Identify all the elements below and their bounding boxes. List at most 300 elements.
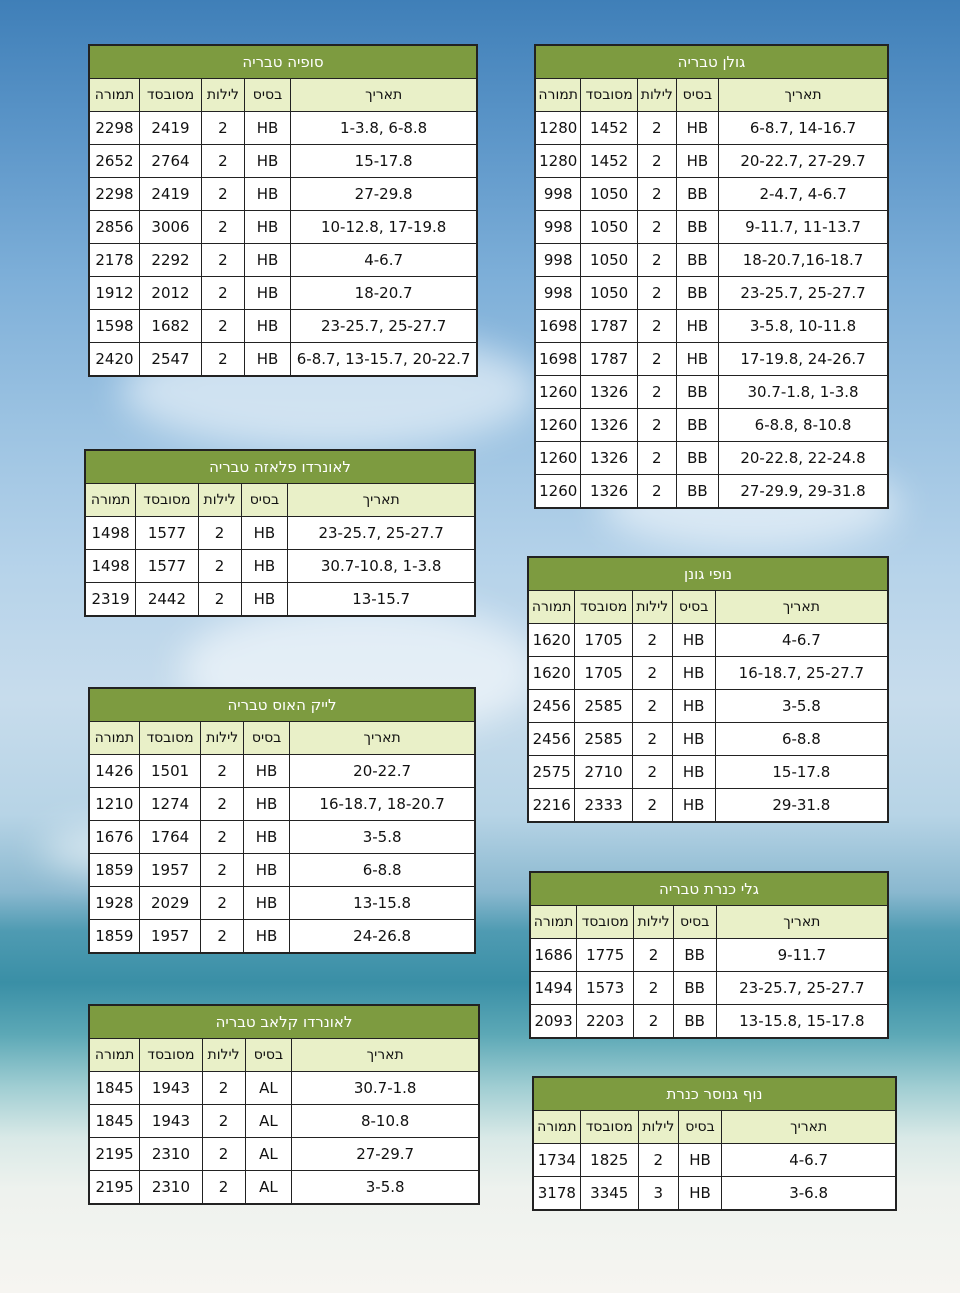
table-row — [528, 657, 888, 690]
cell-subsidized: 1682 — [139, 310, 201, 343]
header-nights: לילות — [202, 79, 245, 112]
header-board: בסיס — [672, 591, 715, 624]
cell-date: 13-15.8 — [290, 887, 475, 920]
cell-date: 29-31.8 ,27-29.9 — [719, 475, 888, 509]
header-subsidized: מסובסד — [136, 484, 198, 517]
cell-price: 1210 — [89, 788, 139, 821]
cell-subsidized: 1326 — [581, 442, 637, 475]
table-row — [89, 112, 477, 145]
table-row — [85, 550, 475, 583]
table-row — [535, 244, 888, 277]
table-row — [85, 517, 475, 550]
cell-price: 1698 — [535, 310, 581, 343]
cell-price: 2856 — [89, 211, 139, 244]
cell-board: BB — [673, 1005, 716, 1039]
header-price: תמורה — [535, 79, 581, 112]
header-board: בסיס — [244, 79, 291, 112]
cell-price: 1498 — [85, 550, 136, 583]
cell-date: 1-3.8 ,30.7-10.8 — [288, 550, 475, 583]
cell-date: 8-10.8 — [292, 1105, 479, 1138]
cell-subsidized: 2292 — [139, 244, 201, 277]
table-golan — [534, 44, 889, 509]
table-row — [89, 343, 477, 377]
table-row — [89, 887, 475, 920]
cell-board: HB — [243, 854, 289, 887]
cell-price: 2195 — [89, 1138, 140, 1171]
table-row — [85, 583, 475, 617]
cell-date: 6-8.8 — [290, 854, 475, 887]
cell-price: 2093 — [530, 1005, 577, 1039]
cell-board: HB — [672, 657, 715, 690]
cell-board: HB — [678, 1177, 722, 1211]
table-title: גלי כנרת טבריה — [530, 872, 888, 906]
table-row — [89, 854, 475, 887]
header-price: תמורה — [85, 484, 136, 517]
cell-date: 14-16.7 ,6-8.7 — [719, 112, 888, 145]
table-row — [89, 788, 475, 821]
cell-subsidized: 1501 — [139, 755, 201, 788]
table-row — [528, 624, 888, 657]
cell-nights: 2 — [632, 756, 672, 789]
header-nights: לילות — [201, 722, 243, 755]
header-subsidized: מסובסד — [139, 722, 201, 755]
cell-subsidized: 3006 — [139, 211, 201, 244]
cell-subsidized: 2764 — [139, 145, 201, 178]
table-lake-house — [88, 687, 476, 954]
cell-price: 2652 — [89, 145, 139, 178]
cell-board: BB — [676, 178, 718, 211]
cell-nights: 2 — [201, 854, 243, 887]
cell-board: HB — [243, 821, 289, 854]
table-title: לאונרדו פלאזה טבריה — [85, 450, 475, 484]
table-nofei-gonen — [527, 556, 889, 823]
header-nights: לילות — [638, 1111, 678, 1144]
cell-board: HB — [241, 550, 288, 583]
cell-subsidized: 1452 — [581, 145, 637, 178]
cell-nights: 2 — [202, 343, 245, 377]
cell-board: BB — [676, 409, 718, 442]
cell-date: 3-5.8 — [292, 1171, 479, 1205]
cell-subsidized: 2419 — [139, 112, 201, 145]
table-row — [533, 1177, 896, 1211]
table-title: לאונרדו קלאב טבריה — [89, 1005, 479, 1039]
header-subsidized: מסובסד — [140, 1039, 202, 1072]
cell-date: 25-27.7 ,23-25.7 — [719, 277, 888, 310]
cell-nights: 2 — [632, 789, 672, 823]
cell-board: HB — [244, 244, 291, 277]
cell-subsidized: 1957 — [139, 854, 201, 887]
cell-price: 1845 — [89, 1105, 140, 1138]
cell-nights: 2 — [632, 624, 672, 657]
cell-price: 1280 — [535, 112, 581, 145]
cell-nights: 3 — [638, 1177, 678, 1211]
cell-board: BB — [676, 442, 718, 475]
table-nof-ginosar — [532, 1076, 897, 1211]
cell-price: 998 — [535, 277, 581, 310]
cell-date: 15-17.8 — [715, 756, 888, 789]
header-price: תמורה — [530, 906, 577, 939]
header-nights: לילות — [198, 484, 241, 517]
cell-board: HB — [672, 624, 715, 657]
header-nights: לילות — [202, 1039, 245, 1072]
cell-date: 6-8.8 ,1-3.8 — [291, 112, 477, 145]
cell-price: 998 — [535, 244, 581, 277]
cell-date: 3-5.8 — [290, 821, 475, 854]
cell-price: 998 — [535, 178, 581, 211]
cell-board: AL — [245, 1171, 292, 1205]
cell-nights: 2 — [202, 310, 245, 343]
cell-date: 3-5.8 — [715, 690, 888, 723]
header-board: בסיס — [241, 484, 288, 517]
header-price: תמורה — [89, 79, 139, 112]
table-row — [89, 277, 477, 310]
cell-price: 1620 — [528, 657, 575, 690]
table-row — [535, 442, 888, 475]
header-price: תמורה — [528, 591, 575, 624]
cell-board: HB — [672, 723, 715, 756]
cell-subsidized: 1326 — [581, 475, 637, 509]
header-date: תאריך — [715, 591, 888, 624]
table-row — [89, 244, 477, 277]
cell-nights: 2 — [632, 723, 672, 756]
cell-date: 10-11.8 ,3-5.8 — [719, 310, 888, 343]
cell-board: HB — [244, 178, 291, 211]
table-row — [535, 112, 888, 145]
cell-board: BB — [673, 939, 716, 972]
cell-date: 20-22.7 ,13-15.7 ,6-8.7 — [291, 343, 477, 377]
cell-subsidized: 2333 — [575, 789, 633, 823]
cell-subsidized: 2419 — [139, 178, 201, 211]
cell-date: 18-20.7,16-18.7 — [719, 244, 888, 277]
cell-price: 1845 — [89, 1072, 140, 1105]
cell-board: HB — [241, 517, 288, 550]
cell-date: 4-6.7 — [715, 624, 888, 657]
table-row — [89, 821, 475, 854]
cell-price: 1676 — [89, 821, 139, 854]
cell-board: HB — [244, 343, 291, 377]
cell-nights: 2 — [202, 1171, 245, 1205]
cell-board: HB — [241, 583, 288, 617]
cell-subsidized: 3345 — [580, 1177, 638, 1211]
cell-board: HB — [676, 310, 718, 343]
cell-price: 2195 — [89, 1171, 140, 1205]
table-row — [535, 145, 888, 178]
cell-subsidized: 1943 — [140, 1105, 202, 1138]
cell-subsidized: 2442 — [136, 583, 198, 617]
cell-nights: 2 — [634, 972, 673, 1005]
cell-nights: 2 — [198, 583, 241, 617]
cell-price: 1912 — [89, 277, 139, 310]
cell-board: BB — [676, 277, 718, 310]
cell-nights: 2 — [637, 475, 676, 509]
table-row — [535, 343, 888, 376]
cell-subsidized: 1050 — [581, 178, 637, 211]
header-price: תמורה — [89, 722, 139, 755]
cell-board: HB — [243, 887, 289, 920]
cell-subsidized: 1326 — [581, 409, 637, 442]
cell-nights: 2 — [637, 145, 676, 178]
cell-price: 2456 — [528, 690, 575, 723]
cell-date: 20-22.7 — [290, 755, 475, 788]
cell-nights: 2 — [202, 1105, 245, 1138]
header-subsidized: מסובסד — [581, 79, 637, 112]
cell-nights: 2 — [638, 1144, 678, 1177]
cell-nights: 2 — [202, 211, 245, 244]
cell-board: BB — [676, 376, 718, 409]
cell-date: 17-19.8 ,10-12.8 — [291, 211, 477, 244]
cell-subsidized: 1050 — [581, 277, 637, 310]
header-date: תאריך — [290, 722, 475, 755]
table-galei-kinneret — [529, 871, 889, 1039]
table-row — [89, 920, 475, 954]
cell-price: 1280 — [535, 145, 581, 178]
cell-board: BB — [676, 211, 718, 244]
header-price: תמורה — [533, 1111, 580, 1144]
cell-date: 6-8.8 — [715, 723, 888, 756]
cell-date: 29-31.8 — [715, 789, 888, 823]
cell-nights: 2 — [202, 112, 245, 145]
cell-subsidized: 1775 — [577, 939, 634, 972]
cell-price: 1260 — [535, 409, 581, 442]
cell-board: HB — [243, 755, 289, 788]
cell-board: HB — [244, 145, 291, 178]
cell-nights: 2 — [632, 690, 672, 723]
cell-board: BB — [673, 972, 716, 1005]
cell-price: 1734 — [533, 1144, 580, 1177]
cell-price: 1494 — [530, 972, 577, 1005]
cell-subsidized: 1577 — [136, 550, 198, 583]
cell-date: 30.7-1.8 — [292, 1072, 479, 1105]
table-row — [530, 1005, 888, 1039]
cell-date: 27-29.7 — [292, 1138, 479, 1171]
cell-price: 2178 — [89, 244, 139, 277]
cell-price: 1260 — [535, 442, 581, 475]
table-row — [533, 1144, 896, 1177]
table-row — [535, 277, 888, 310]
header-date: תאריך — [722, 1111, 896, 1144]
header-subsidized: מסובסד — [139, 79, 201, 112]
cell-nights: 2 — [634, 939, 673, 972]
cell-nights: 2 — [637, 310, 676, 343]
cell-subsidized: 1943 — [140, 1072, 202, 1105]
table-title: לייק האוס טבריה — [89, 688, 475, 722]
table-row — [89, 1072, 479, 1105]
cell-date: 25-27.7 ,23-25.7 — [288, 517, 475, 550]
header-date: תאריך — [292, 1039, 479, 1072]
cell-date: 25-27.7 ,23-25.7 — [291, 310, 477, 343]
cell-board: HB — [672, 690, 715, 723]
table-row — [89, 1105, 479, 1138]
table-row — [530, 972, 888, 1005]
table-row — [528, 756, 888, 789]
cell-nights: 2 — [198, 550, 241, 583]
cell-subsidized: 1787 — [581, 343, 637, 376]
table-title: נופי גונן — [528, 557, 888, 591]
table-row — [89, 145, 477, 178]
header-nights: לילות — [637, 79, 676, 112]
cell-date: 27-29.8 — [291, 178, 477, 211]
header-nights: לילות — [634, 906, 673, 939]
cell-price: 2575 — [528, 756, 575, 789]
cell-subsidized: 1452 — [581, 112, 637, 145]
cell-price: 3178 — [533, 1177, 580, 1211]
table-sofia — [88, 44, 478, 377]
cell-date: 18-20.7 — [291, 277, 477, 310]
cell-price: 2420 — [89, 343, 139, 377]
cell-price: 2216 — [528, 789, 575, 823]
table-row — [89, 211, 477, 244]
header-price: תמורה — [89, 1039, 140, 1072]
table-row — [89, 310, 477, 343]
cell-date: 11-13.7 ,9-11.7 — [719, 211, 888, 244]
cell-subsidized: 2203 — [577, 1005, 634, 1039]
cell-price: 1260 — [535, 376, 581, 409]
header-date: תאריך — [719, 79, 888, 112]
cell-subsidized: 1274 — [139, 788, 201, 821]
cell-subsidized: 2710 — [575, 756, 633, 789]
cell-nights: 2 — [637, 244, 676, 277]
cell-nights: 2 — [637, 178, 676, 211]
cell-nights: 2 — [202, 1138, 245, 1171]
cell-subsidized: 1577 — [136, 517, 198, 550]
cell-price: 1698 — [535, 343, 581, 376]
header-board: בסיס — [243, 722, 289, 755]
table-leonardo-plaza — [84, 449, 476, 617]
cell-board: HB — [243, 920, 289, 954]
cell-subsidized: 1957 — [139, 920, 201, 954]
cell-nights: 2 — [637, 343, 676, 376]
cell-board: AL — [245, 1138, 292, 1171]
cell-price: 2298 — [89, 112, 139, 145]
cell-nights: 2 — [201, 920, 243, 954]
cell-date: 4-6.7 ,2-4.7 — [719, 178, 888, 211]
cell-date: 8-10.8 ,6-8.8 — [719, 409, 888, 442]
cell-subsidized: 1573 — [577, 972, 634, 1005]
cell-board: HB — [676, 145, 718, 178]
cell-price: 1686 — [530, 939, 577, 972]
cell-date: 4-6.7 — [722, 1144, 896, 1177]
cell-nights: 2 — [202, 145, 245, 178]
cell-nights: 2 — [201, 821, 243, 854]
cell-nights: 2 — [201, 755, 243, 788]
cell-date: 13-15.7 — [288, 583, 475, 617]
cell-board: AL — [245, 1105, 292, 1138]
cell-nights: 2 — [632, 657, 672, 690]
cell-board: HB — [676, 112, 718, 145]
cell-board: HB — [244, 211, 291, 244]
cell-subsidized: 1705 — [575, 624, 633, 657]
cell-date: 18-20.7 ,16-18.7 — [290, 788, 475, 821]
table-row — [530, 939, 888, 972]
cell-board: HB — [244, 310, 291, 343]
table-row — [528, 690, 888, 723]
cell-subsidized: 2585 — [575, 690, 633, 723]
cell-date: 15-17.8 ,13-15.8 — [716, 1005, 888, 1039]
cell-date: 25-27.7 ,16-18.7 — [715, 657, 888, 690]
cell-board: BB — [676, 475, 718, 509]
cell-subsidized: 1050 — [581, 244, 637, 277]
table-row — [535, 310, 888, 343]
cell-board: HB — [672, 756, 715, 789]
cell-subsidized: 2547 — [139, 343, 201, 377]
header-board: בסיס — [245, 1039, 292, 1072]
header-date: תאריך — [288, 484, 475, 517]
header-subsidized: מסובסד — [575, 591, 633, 624]
cell-board: BB — [676, 244, 718, 277]
table-row — [535, 475, 888, 509]
cell-nights: 2 — [202, 178, 245, 211]
table-row — [535, 409, 888, 442]
cell-board: HB — [244, 277, 291, 310]
table-title: גולן טבריה — [535, 45, 888, 79]
header-board: בסיס — [673, 906, 716, 939]
cell-price: 1620 — [528, 624, 575, 657]
cell-subsidized: 1326 — [581, 376, 637, 409]
header-board: בסיס — [678, 1111, 722, 1144]
cell-nights: 2 — [637, 211, 676, 244]
cell-price: 1426 — [89, 755, 139, 788]
cell-nights: 2 — [201, 887, 243, 920]
cell-nights: 2 — [202, 1072, 245, 1105]
cell-subsidized: 1705 — [575, 657, 633, 690]
cell-price: 1928 — [89, 887, 139, 920]
cell-date: 25-27.7 ,23-25.7 — [716, 972, 888, 1005]
cell-board: HB — [672, 789, 715, 823]
cell-nights: 2 — [637, 112, 676, 145]
cell-price: 1859 — [89, 920, 139, 954]
cell-board: AL — [245, 1072, 292, 1105]
header-date: תאריך — [716, 906, 888, 939]
cell-nights: 2 — [637, 277, 676, 310]
cell-date: 24-26.8 — [290, 920, 475, 954]
table-row — [89, 1138, 479, 1171]
header-subsidized: מסובסד — [580, 1111, 638, 1144]
cell-subsidized: 1764 — [139, 821, 201, 854]
table-row — [535, 211, 888, 244]
cell-subsidized: 1825 — [580, 1144, 638, 1177]
cell-board: HB — [676, 343, 718, 376]
cell-subsidized: 2585 — [575, 723, 633, 756]
table-leonardo-club — [88, 1004, 480, 1205]
cell-price: 1498 — [85, 517, 136, 550]
cell-date: 15-17.8 — [291, 145, 477, 178]
table-title: סופיה טבריה — [89, 45, 477, 79]
table-row — [535, 178, 888, 211]
cell-date: 3-6.8 — [722, 1177, 896, 1211]
table-row — [89, 1171, 479, 1205]
cell-nights: 2 — [637, 376, 676, 409]
cell-nights: 2 — [202, 244, 245, 277]
cell-nights: 2 — [634, 1005, 673, 1039]
cell-subsidized: 2310 — [140, 1138, 202, 1171]
table-row — [528, 789, 888, 823]
cell-nights: 2 — [202, 277, 245, 310]
header-date: תאריך — [291, 79, 477, 112]
cell-price: 2298 — [89, 178, 139, 211]
cell-price: 2319 — [85, 583, 136, 617]
cell-subsidized: 2012 — [139, 277, 201, 310]
cell-board: HB — [678, 1144, 722, 1177]
cell-subsidized: 1787 — [581, 310, 637, 343]
cell-price: 1859 — [89, 854, 139, 887]
cell-date: 22-24.8 ,20-22.8 — [719, 442, 888, 475]
header-subsidized: מסובסד — [577, 906, 634, 939]
table-row — [89, 178, 477, 211]
cell-subsidized: 2310 — [140, 1171, 202, 1205]
cell-nights: 2 — [637, 442, 676, 475]
cell-nights: 2 — [637, 409, 676, 442]
header-nights: לילות — [632, 591, 672, 624]
